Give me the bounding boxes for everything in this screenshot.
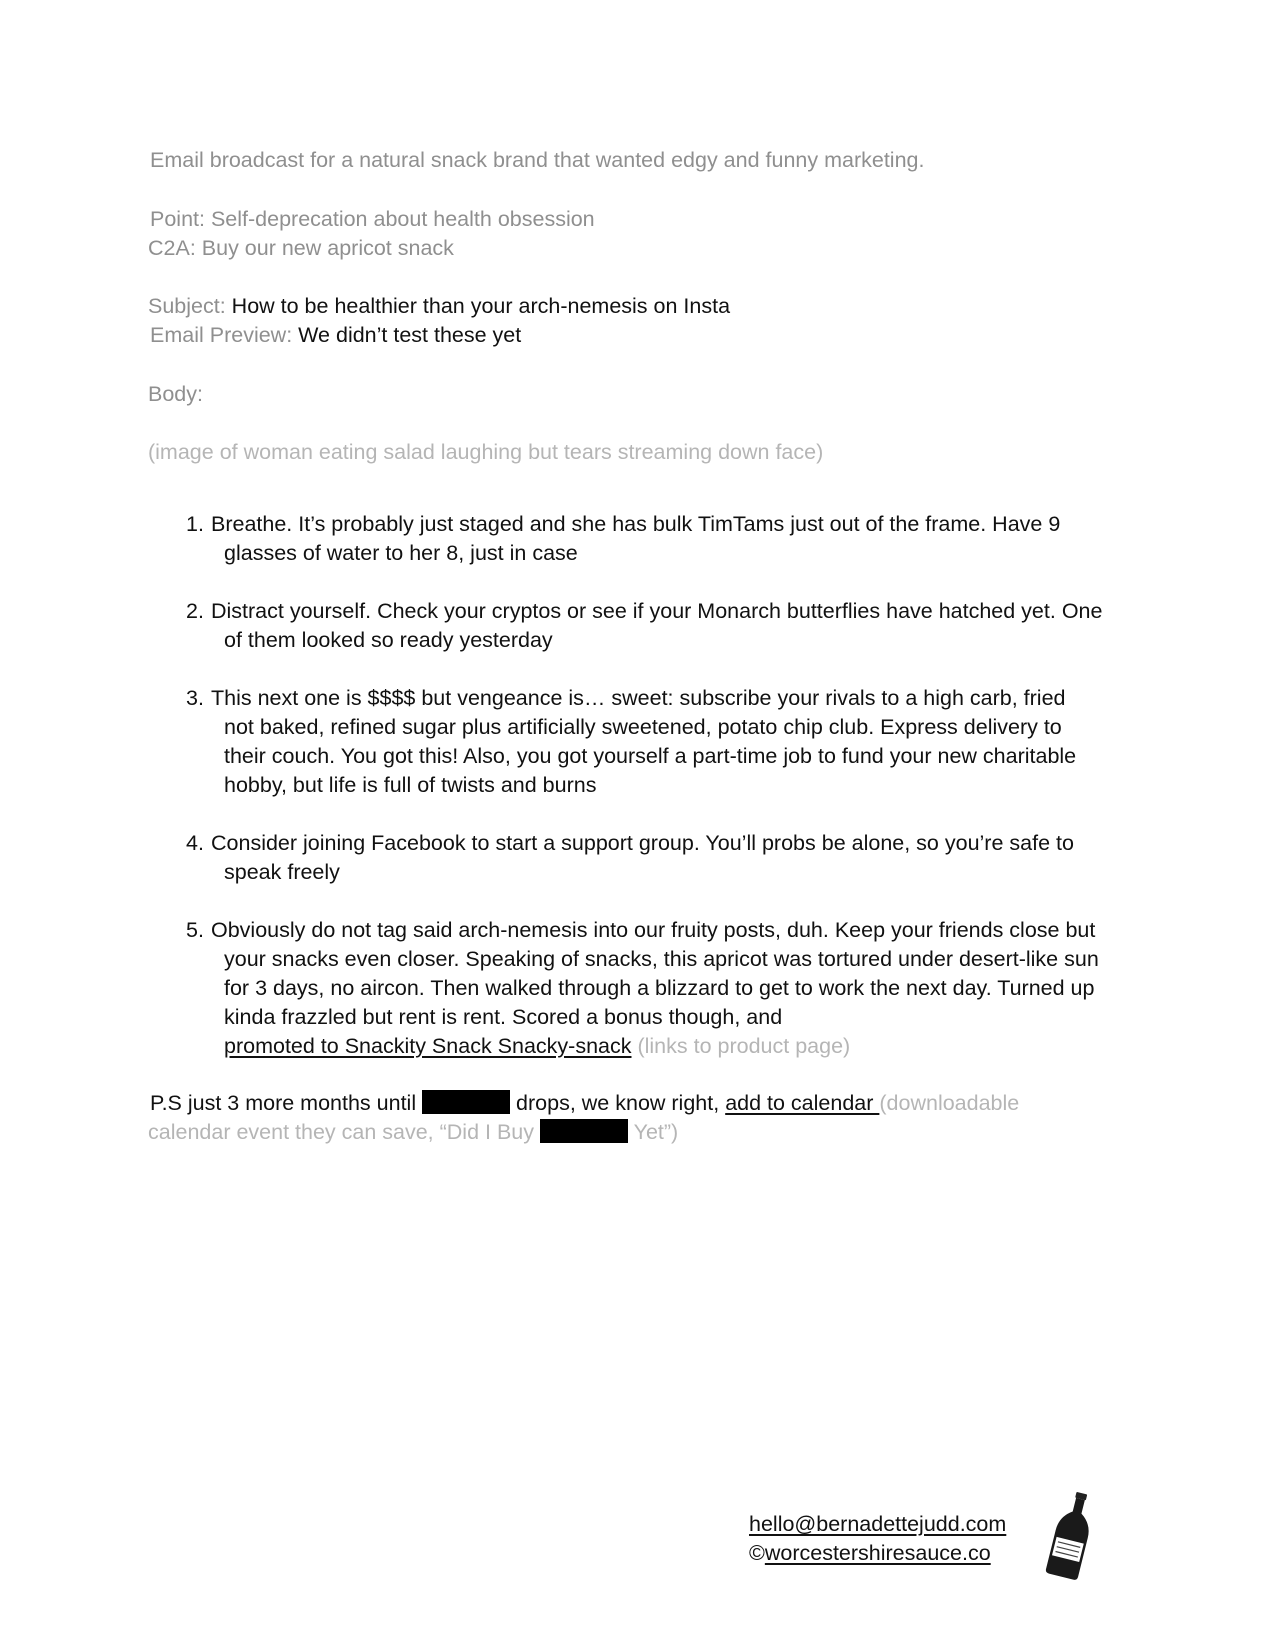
- list-item-text: Distract yourself. Check your cryptos or see if your Monarch butterflies have hatched yet. One of them looked so ready yesterday: [211, 599, 1103, 652]
- point-text: Point: Self-deprecation about health obsession: [150, 207, 595, 231]
- list-item-text: Consider joining Facebook to start a support group. You’ll probs be alone, so you’re safe to speak freely: [211, 831, 1074, 884]
- email-link[interactable]: hello@bernadettejudd.com: [749, 1512, 1007, 1536]
- list-item: [186, 510, 1126, 568]
- list-item-text: Obviously do not tag said arch-nemesis into our fruity posts, duh. Keep your friends close but your snacks even closer. Speaking of snacks, this apricot was tortured under desert-like sun for 3 days, no aircon. Then walked through a blizzard to get to work the next day. Turned up kinda frazzled but rent is rent. Scored a bonus though, and: [211, 918, 1099, 1029]
- sauce-bottle-icon: [1044, 1490, 1100, 1580]
- subject-label: Subject:: [148, 294, 232, 318]
- list-item: [186, 916, 1126, 1061]
- c2a-text: C2A: Buy our new apricot snack: [148, 236, 454, 260]
- list-item: [186, 597, 1126, 655]
- subject-line: [148, 292, 730, 321]
- footer: [749, 1510, 1006, 1568]
- body-label: Body:: [148, 382, 203, 406]
- redaction-bar: [422, 1090, 510, 1114]
- calendar-note-1: (downloadable: [879, 1091, 1020, 1115]
- list-item-number: 3.: [186, 686, 204, 710]
- list-item-number: 2.: [186, 599, 204, 623]
- product-page-link[interactable]: promoted to Snackity Snack Snacky-snack: [224, 1034, 632, 1058]
- ps-line-2: [148, 1118, 678, 1147]
- preview-value: We didn’t test these yet: [298, 323, 522, 347]
- list-item-number: 1.: [186, 512, 204, 536]
- add-to-calendar-link[interactable]: add to calendar: [725, 1091, 880, 1115]
- redaction-bar: [540, 1119, 628, 1143]
- list-item-text: Breathe. It’s probably just staged and she has bulk TimTams just out of the frame. Have 9 glasses of water to her 8, just in case: [211, 512, 1061, 565]
- tips-list: [186, 510, 1126, 1090]
- image-note: (image of woman eating salad laughing but tears streaming down face): [148, 440, 824, 464]
- subject-value: How to be healthier than your arch-nemesis on Insta: [231, 294, 731, 318]
- product-link-note: (links to product page): [631, 1034, 851, 1058]
- list-item-number: 4.: [186, 831, 204, 855]
- calendar-note-2b: Yet”): [628, 1120, 679, 1144]
- preview-label: Email Preview:: [150, 323, 299, 347]
- ps-text-before: P.S just 3 more months until: [150, 1091, 423, 1115]
- preview-line: [150, 321, 521, 350]
- list-item: [186, 829, 1126, 887]
- list-item-text: This next one is $$$$ but vengeance is… sweet: subscribe your rivals to a high carb, fried not baked, refined sugar plus artificially sweetened, potato chip club. Express delivery to their couch. You got this! Also, you got yourself a part-time job to fund your new charitable hobby, but life is full of twists and burns: [211, 686, 1077, 797]
- list-item-number: 5.: [186, 918, 204, 942]
- intro-text: Email broadcast for a natural snack brand that wanted edgy and funny marketing.: [150, 148, 925, 172]
- website-link[interactable]: worcestershiresauce.co: [764, 1541, 991, 1565]
- ps-text-after: drops, we know right,: [510, 1091, 726, 1115]
- calendar-note-2a: calendar event they can save, “Did I Buy: [148, 1120, 540, 1144]
- ps-line-1: [150, 1089, 1019, 1118]
- copyright-symbol: ©: [749, 1541, 765, 1565]
- list-item: [186, 684, 1126, 800]
